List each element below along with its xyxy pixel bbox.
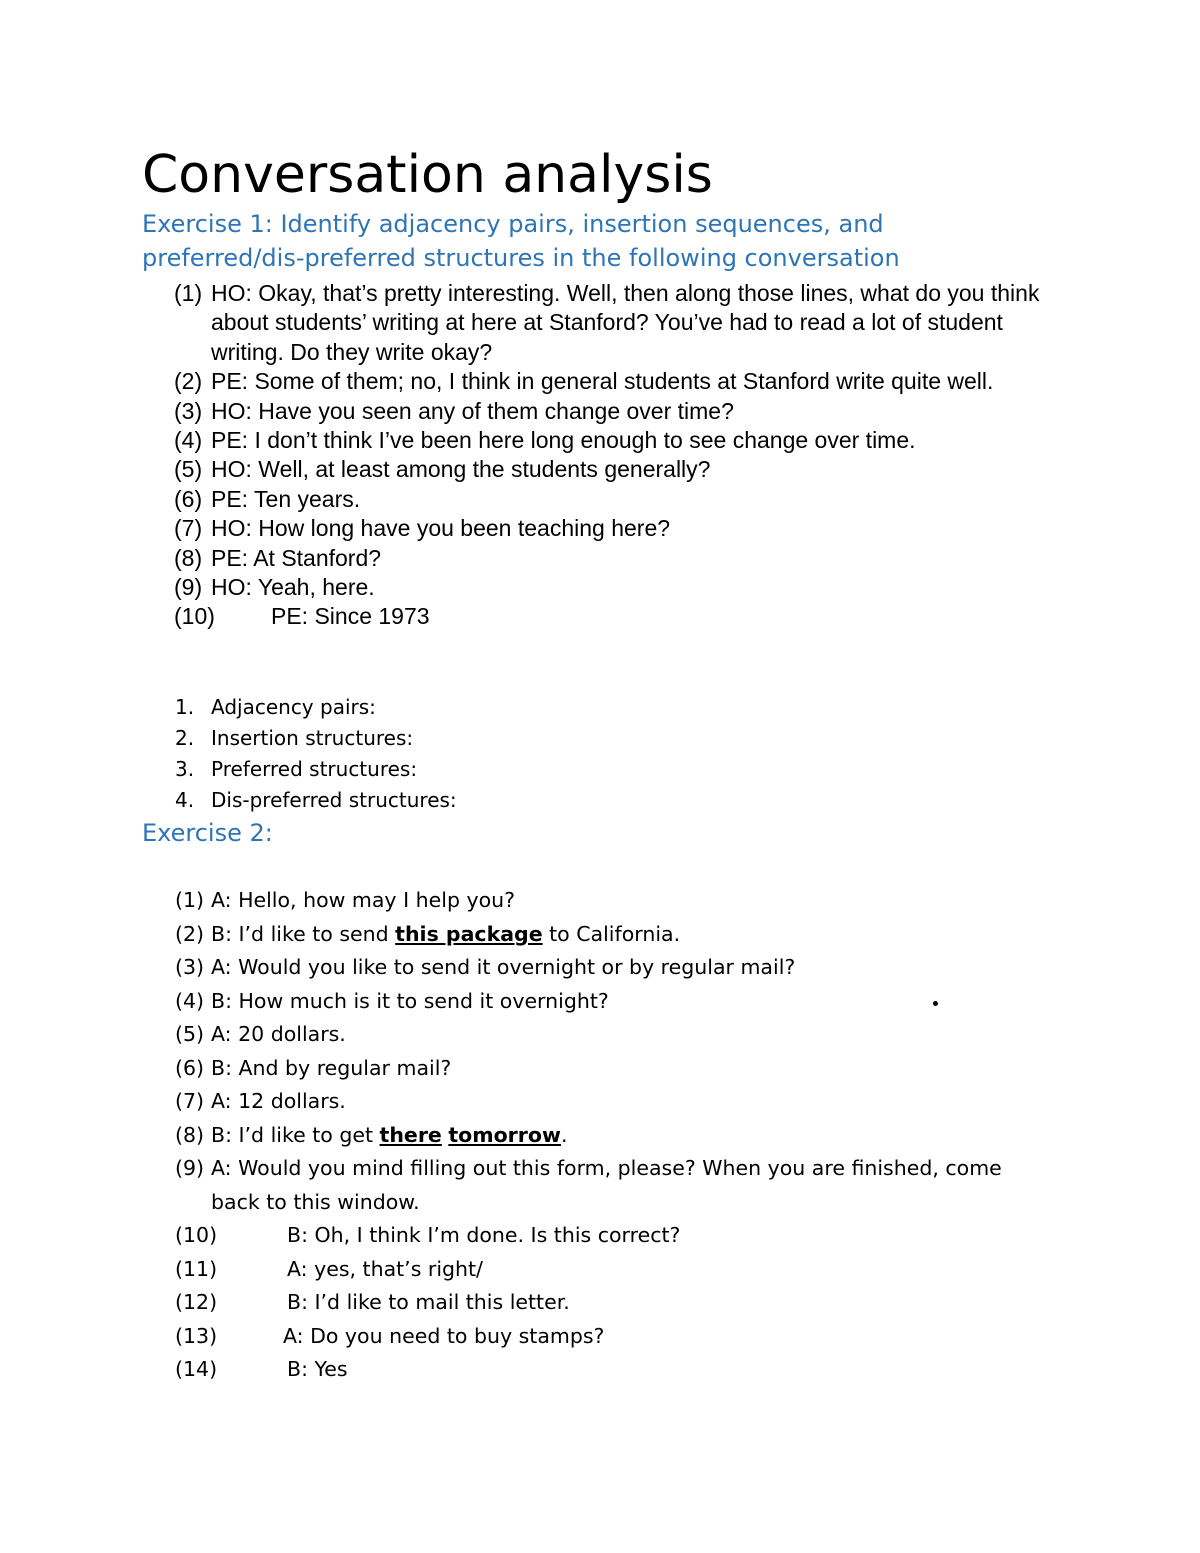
list-item: [142, 918, 1042, 952]
line-text-start: B: I’d like to get: [211, 1122, 380, 1147]
list-item: [142, 1052, 1042, 1086]
line-text: B: How much is it to send it overnight?: [211, 988, 609, 1013]
line-number: (3): [175, 955, 205, 979]
line-number: (5): [175, 1022, 205, 1046]
emphasized-text: tomorrow: [448, 1122, 561, 1147]
line-text: PE: Since 1973: [271, 603, 430, 630]
line-number: (6): [175, 1055, 205, 1080]
line-text: B: Yes: [287, 1357, 348, 1381]
line-text: A: Would you like to send it overnight or by regular mail?: [211, 955, 796, 979]
line-number: (4): [174, 427, 203, 454]
line-number: (2): [175, 921, 205, 946]
line-text: A: Do you need to buy stamps?: [283, 1323, 605, 1348]
line-number: (9): [175, 1156, 205, 1180]
line-number: (10): [175, 1223, 218, 1247]
item-number: 2.: [175, 726, 195, 750]
line-text: HO: Well, at least among the students generally?: [211, 456, 711, 483]
line-text: A: yes, that’s right/: [287, 1256, 483, 1281]
list-item: [142, 514, 1082, 543]
line-number: (6): [174, 485, 203, 512]
exercise-1-heading-line-1: Exercise 1: Identify adjacency pairs, insertion sequences, and: [142, 210, 884, 238]
list-item: [142, 1286, 1042, 1320]
list-item: [142, 397, 1082, 426]
line-text: PE: I don’t think I’ve been here long enough to see change over time.: [211, 427, 916, 454]
list-item: [142, 544, 1082, 573]
line-text: HO: Have you seen any of them change over time?: [211, 397, 734, 424]
line-number: (1): [175, 888, 205, 912]
line-text: PE: At Stanford?: [211, 544, 382, 571]
item-label: Adjacency pairs:: [211, 695, 376, 719]
item-number: 3.: [175, 757, 195, 781]
line-text: PE: Some of them; no, I think in general students at Stanford write quite well.: [211, 368, 994, 395]
list-item: [142, 1152, 1042, 1219]
line-text: A: Would you mind filling out this form, please? When you are finished, come back to this window.: [211, 1156, 1002, 1214]
line-number: (1): [174, 280, 203, 306]
line-number: (5): [174, 456, 203, 483]
list-item: [142, 985, 1042, 1019]
list-item: [142, 1219, 1042, 1253]
list-item: [142, 951, 1042, 985]
item-label: Insertion structures:: [211, 726, 414, 750]
line-number: (14): [175, 1357, 218, 1381]
line-number: (3): [174, 397, 203, 424]
list-item: [142, 723, 457, 754]
list-item: [142, 785, 457, 816]
line-text: B: Oh, I think I’m done. Is this correct?: [287, 1223, 681, 1247]
list-item: [142, 455, 1082, 484]
line-number: (8): [175, 1122, 205, 1147]
line-number: (10): [174, 603, 215, 630]
list-item: [142, 754, 457, 785]
item-label: Preferred structures:: [211, 757, 418, 781]
line-text: B: And by regular mail?: [211, 1055, 452, 1080]
emphasized-text: this package: [395, 921, 543, 946]
list-item: [142, 1320, 1042, 1354]
list-item: [142, 279, 1082, 367]
list-item: [142, 1253, 1042, 1287]
list-item: [142, 692, 457, 723]
line-number: (7): [174, 515, 203, 542]
exercise-1-heading-line-2: preferred/dis-preferred structures in the following conversation: [142, 244, 900, 272]
line-text: A: Hello, how may I help you?: [211, 888, 516, 912]
answer-list: [142, 692, 457, 816]
list-item: [142, 573, 1082, 602]
item-label: Dis-preferred structures:: [211, 788, 457, 812]
list-item: [142, 1119, 1042, 1153]
line-text-end: .: [560, 1122, 568, 1147]
line-number: (8): [174, 544, 203, 571]
line-text: HO: Yeah, here.: [211, 574, 375, 601]
line-number: (12): [175, 1290, 218, 1314]
line-number: (9): [174, 574, 203, 601]
line-text: A: 20 dollars.: [211, 1022, 346, 1046]
line-text: PE: Ten years.: [211, 485, 361, 512]
exercise-2-conversation: [142, 884, 1042, 1387]
line-text: B: I’d like to mail this letter.: [287, 1290, 570, 1314]
item-number: 4.: [175, 788, 195, 812]
line-text: HO: How long have you been teaching here?: [211, 515, 671, 542]
line-text: HO: Okay, that’s pretty interesting. Well, then along those lines, what do you think about students’ writing at here at Stanford? You’ve had to read a lot of student writing. Do they write okay?: [211, 280, 1040, 365]
line-number: (13): [175, 1323, 218, 1348]
list-item: [142, 884, 1042, 918]
list-item: [142, 1085, 1042, 1119]
line-text-start: B: I’d like to send: [211, 921, 396, 946]
line-number: (7): [175, 1089, 205, 1113]
emphasized-text: there: [379, 1122, 442, 1147]
line-text: A: 12 dollars.: [211, 1089, 346, 1113]
line-number: (2): [174, 368, 203, 395]
item-number: 1.: [175, 695, 195, 719]
exercise-2-heading: Exercise 2:: [142, 819, 273, 847]
list-item: [142, 1018, 1042, 1052]
list-item: [142, 367, 1082, 396]
line-text-end: to California.: [542, 921, 681, 946]
list-item: [142, 602, 1082, 631]
list-item: [142, 1353, 1042, 1387]
page-title: Conversation analysis: [142, 145, 713, 205]
list-item: [142, 426, 1082, 455]
stray-dot-mark: [933, 1001, 938, 1006]
line-number: (11): [175, 1256, 218, 1281]
line-number: (4): [175, 988, 205, 1013]
list-item: [142, 485, 1082, 514]
exercise-1-conversation: [142, 279, 1082, 632]
